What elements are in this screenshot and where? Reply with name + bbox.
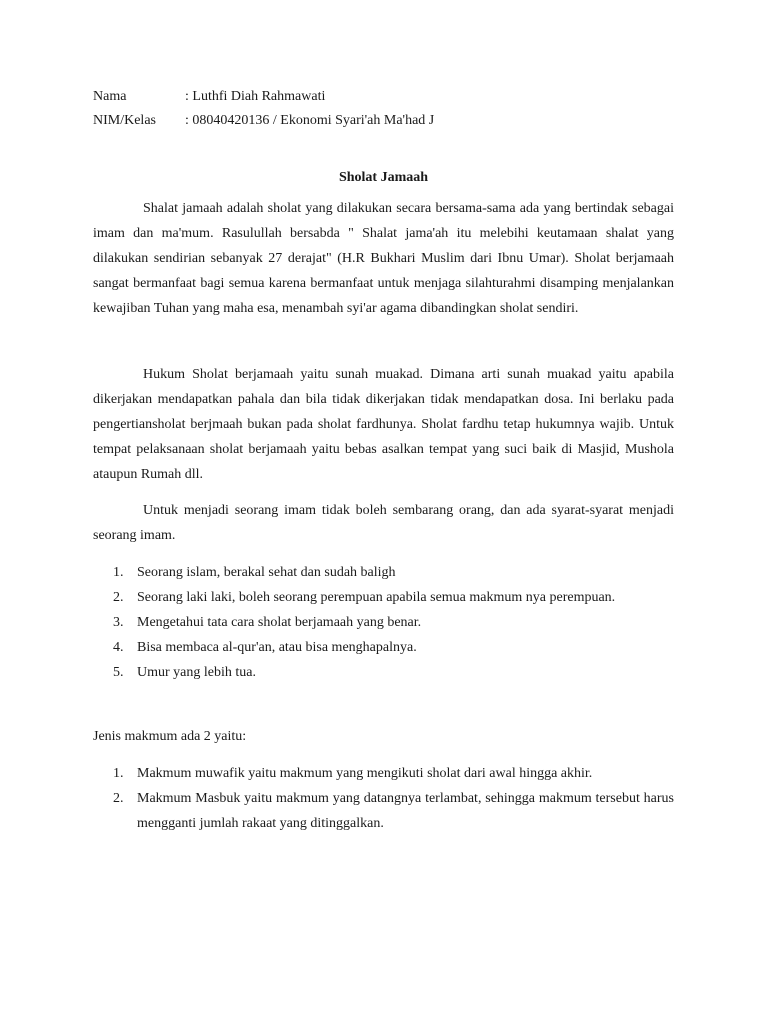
document-title: Sholat Jamaah <box>338 170 429 185</box>
nim-label: NIM/Kelas <box>93 113 156 128</box>
makmum-intro: Jenis makmum ada 2 yaitu: <box>93 729 247 744</box>
list-item: 1. Makmum muwafik yaitu makmum yang mengikuti sholat dari awal hingga akhir. <box>113 766 593 781</box>
paragraph-definition: Shalat jamaah adalah sholat yang dilakukan secara bersama-sama ada yang bertindak sebagai imam dan ma'mum. Rasulullah bersabda " Shalat jama'ah itu melebihi keutamaan shalat yang dilakukan sendirian sebanyak 27 derajat" (H.R Bukhari Muslim dari Ibnu Umar). Sholat berjamaah sangat bermanfaat bagi semua karena bermanfaat untuk menjaga silahturahmi disamping menjalankan kewajiban Tuhan yang maha esa, menambah syi'ar agama dibandingkan sholat sendiri. <box>93 201 674 316</box>
list-item: 5. Umur yang lebih tua. <box>113 665 256 680</box>
imam-requirements-list <box>93 560 674 685</box>
list-item: 2. Makmum Masbuk yaitu makmum yang datangnya terlambat, sehingga makmum tersebut harus mengganti jumlah rakaat yang ditinggalkan. <box>113 791 674 831</box>
list-item: 2. Seorang laki laki, boleh seorang perempuan apabila semua makmum nya perempuan. <box>113 590 616 605</box>
name-label: Nama <box>93 89 127 104</box>
list-item: 1. Seorang islam, berakal sehat dan sudah baligh <box>113 565 396 580</box>
list-item: 4. Bisa membaca al-qur'an, atau bisa menghapalnya. <box>113 640 417 655</box>
paragraph-law: Hukum Sholat berjamaah yaitu sunah muakad. Dimana arti sunah muakad yaitu apabila dikerjakan mendapatkan pahala dan bila tidak dikerjakan tidak mendapatkan dosa. Ini berlaku pada pengertiansholat berjmaah bukan pada sholat fardhunya. Sholat fardhu tetap hukumnya wajib. Untuk tempat pelaksanaan sholat berjamaah yaitu bebas asalkan tempat yang suci baik di Masjid, Mushola ataupun Rumah dll. <box>93 367 674 482</box>
paragraph-imam-intro: Untuk menjadi seorang imam tidak boleh sembarang orang, dan ada syarat-syarat menjadi seorang imam. <box>93 503 674 543</box>
name-value: : Luthfi Diah Rahmawati <box>185 89 326 104</box>
nim-value: : 08040420136 / Ekonomi Syari'ah Ma'had J <box>185 113 435 128</box>
makmum-types-list <box>93 761 674 836</box>
list-item: 3. Mengetahui tata cara sholat berjamaah yang benar. <box>113 615 422 630</box>
